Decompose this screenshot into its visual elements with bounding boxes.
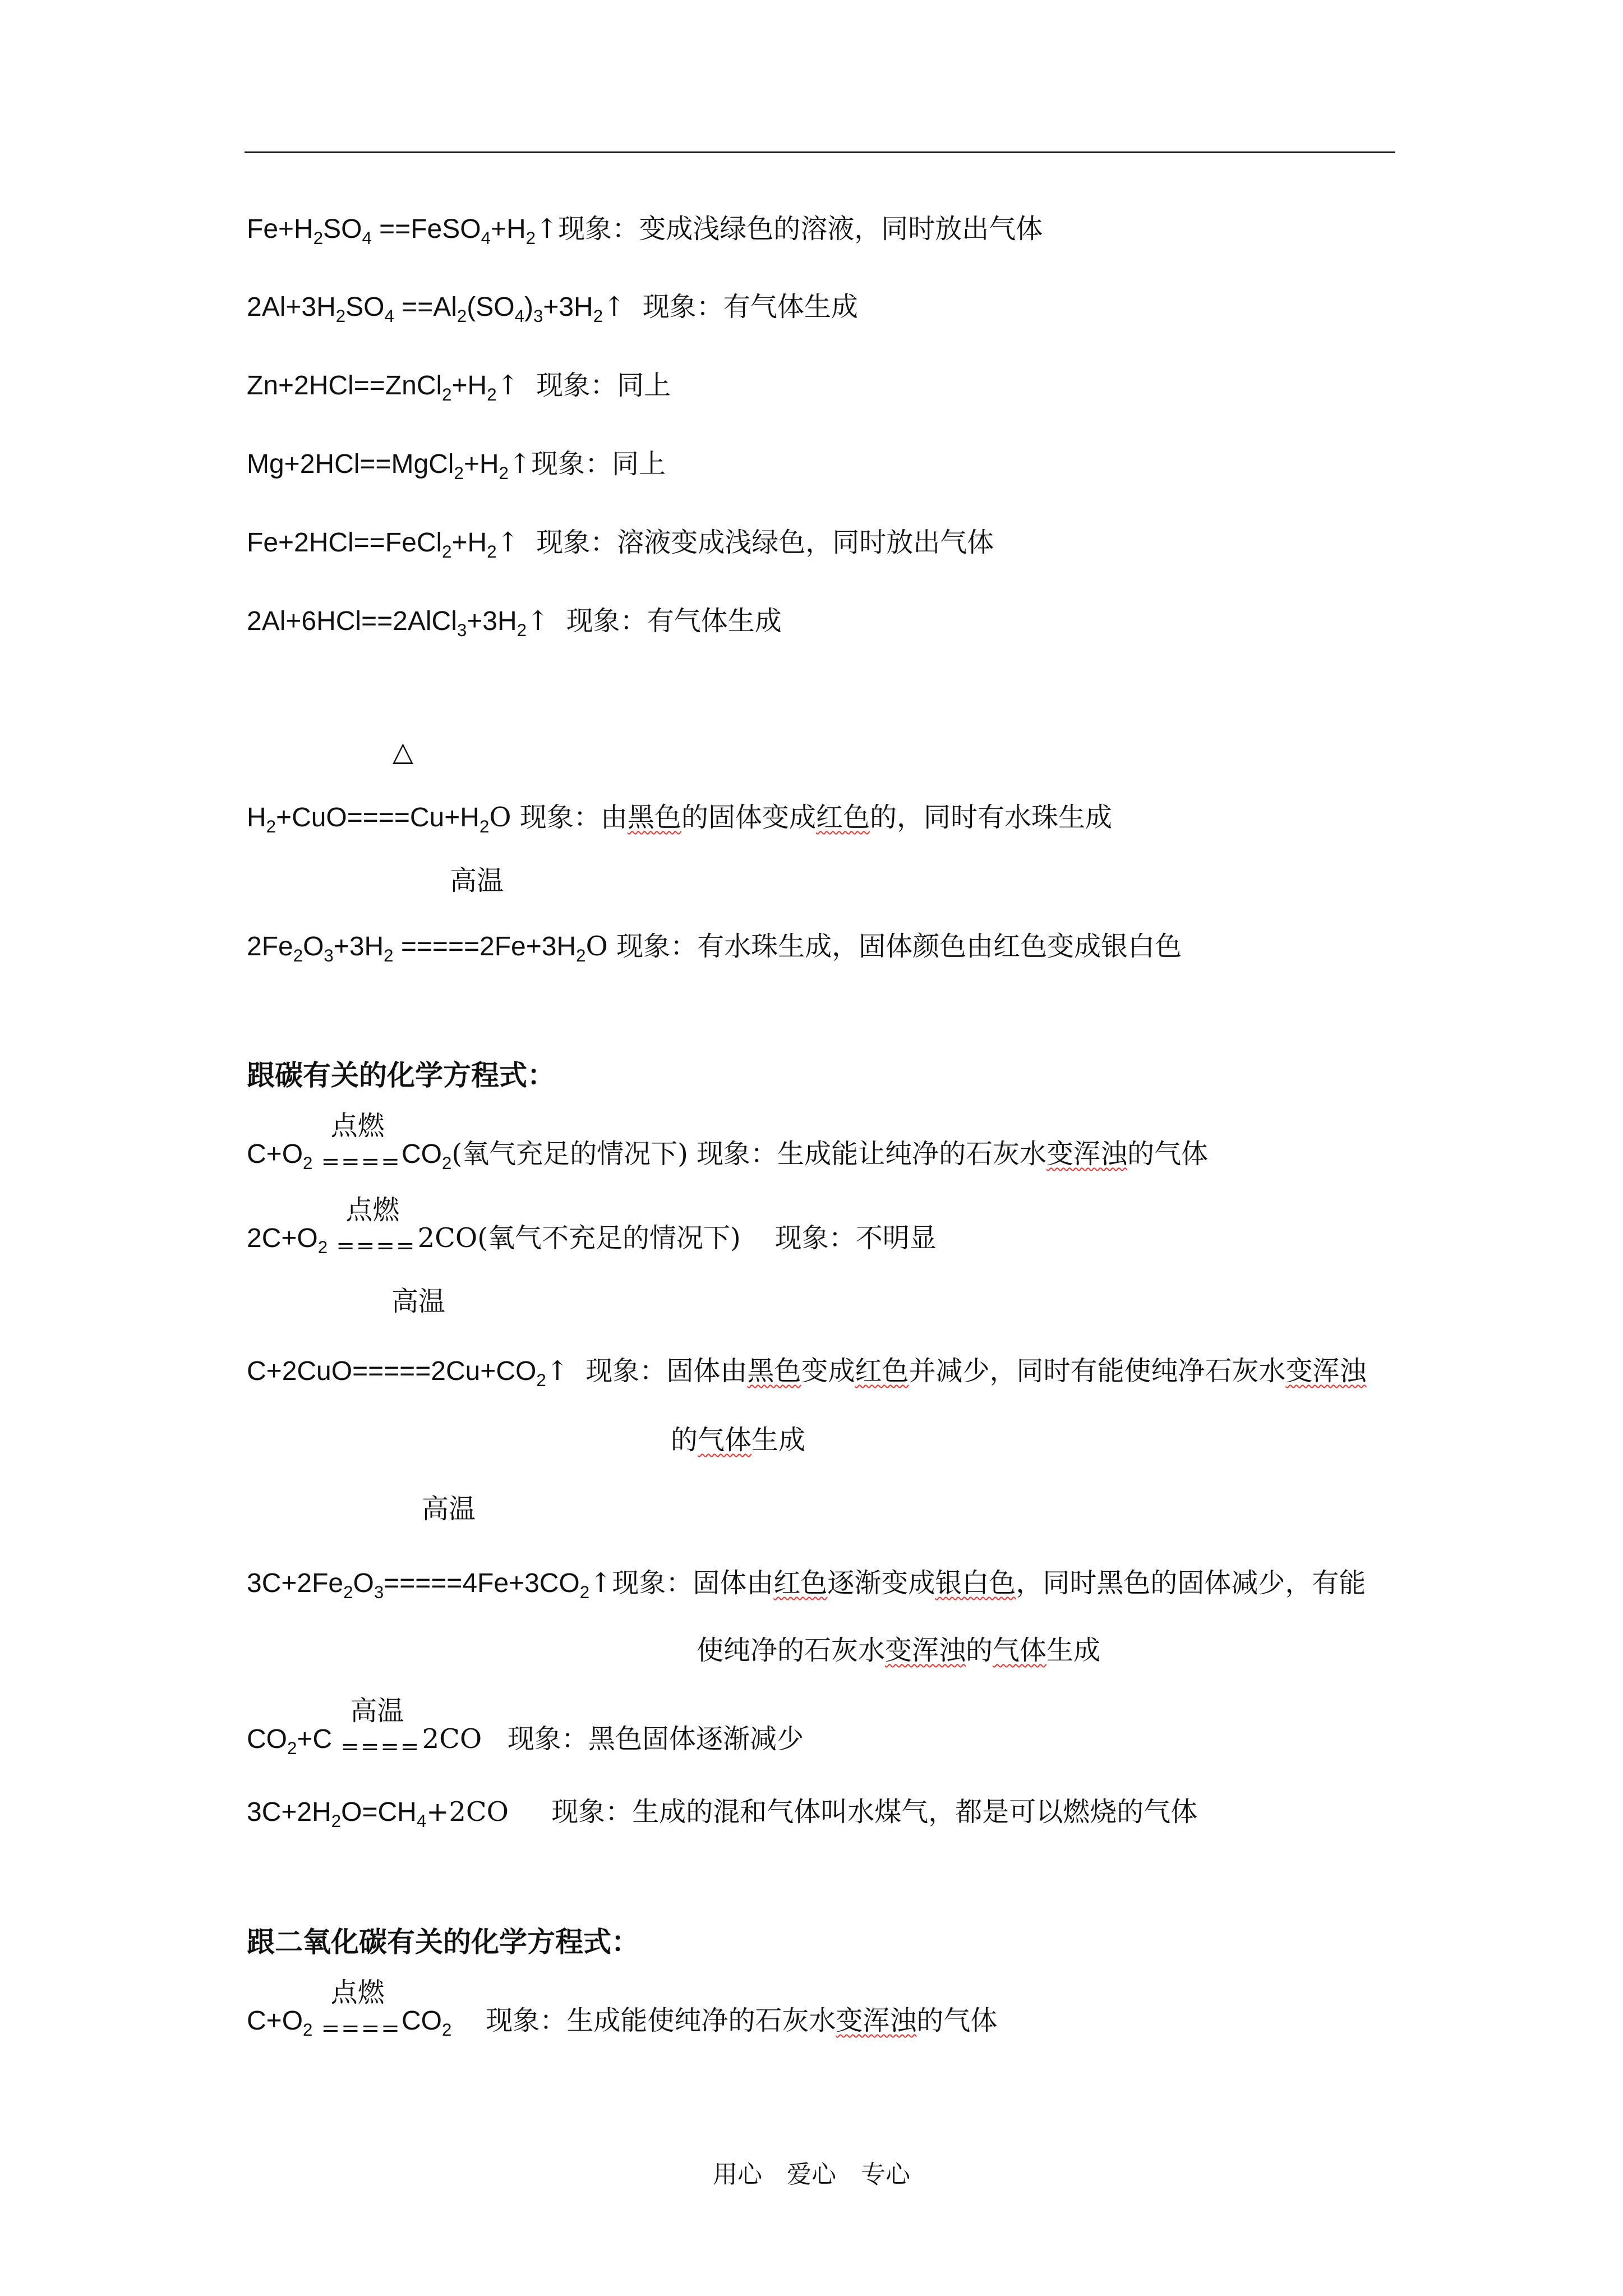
subscript: 2 <box>454 463 464 483</box>
subscript: 2 <box>293 945 303 965</box>
formula-text: 3C+2Fe <box>247 1568 344 1598</box>
subscript: 2 <box>536 1370 546 1390</box>
subscript: 2 <box>517 620 527 640</box>
formula-text: =====4Fe+3CO <box>384 1568 580 1598</box>
condition-ignite: 点燃 <box>330 1977 385 2008</box>
up-arrow-icon: ↑ <box>589 1567 612 1599</box>
observation-text: 生成 <box>751 1424 806 1456</box>
subscript: 2 <box>457 306 467 326</box>
observation-text: 变成 <box>801 1355 855 1387</box>
subscript: 2 <box>331 1811 342 1831</box>
condition-high-temp: 高温 <box>350 1695 404 1727</box>
observation-text: 的固体变成 <box>681 802 816 833</box>
equation-co2-c <box>247 1695 804 1760</box>
formula-text: Mg+2HCl==MgCl <box>247 449 454 479</box>
equation-c-fe2o3 <box>247 1565 1366 1604</box>
formula-text: C+O <box>247 1139 303 1169</box>
observation-text: O 现象：由 <box>489 802 628 833</box>
underlined-word: 红色 <box>855 1355 909 1387</box>
formula-text: O <box>303 932 324 961</box>
subscript: 2 <box>442 541 452 562</box>
equation-al-hcl <box>247 603 782 642</box>
formula-text: H <box>247 803 266 832</box>
subscript: 2 <box>317 1237 328 1257</box>
subscript: 4 <box>384 306 394 326</box>
formula-text: (SO <box>467 292 515 322</box>
formula-text: +H <box>463 449 499 479</box>
condition-ignite: 点燃 <box>330 1110 385 1142</box>
observation-text: +2CO 现象：生成的混和气体叫水煤气，都是可以燃烧的气体 <box>426 1796 1198 1828</box>
underlined-word: 红色 <box>773 1567 828 1599</box>
formula-text: ==Al <box>394 292 457 322</box>
observation-text: O 现象：有水珠生成，固体颜色由红色变成银白色 <box>585 931 1182 962</box>
equation-2c-o2 <box>247 1194 937 1259</box>
observation-text: 现象：溶液变成浅绿色，同时放出气体 <box>519 527 994 558</box>
subscript: 2 <box>525 228 536 248</box>
condition-high-temp: 高温 <box>450 865 504 896</box>
condition-high-temp: 高温 <box>391 1286 446 1317</box>
observation-text: 现象：有气体生成 <box>625 291 858 323</box>
formula-text: SO <box>323 214 362 244</box>
subscript: 2 <box>442 384 452 404</box>
observation-text: 现象：变成浅绿色的溶液，同时放出气体 <box>558 213 1043 245</box>
formula-text: Fe+2HCl==FeCl <box>247 528 442 558</box>
subscript: 3 <box>457 620 467 640</box>
formula-text: =====2Fe+3H <box>393 932 577 961</box>
page-footer: 用心 爱心 专心 <box>713 2160 910 2189</box>
subscript: 3 <box>324 945 334 965</box>
subscript: 2 <box>479 816 490 836</box>
section-title-carbon: 跟碳有关的化学方程式： <box>247 1059 555 1092</box>
subscript: 4 <box>416 1811 427 1831</box>
underlined-word: 银白色 <box>935 1567 1016 1599</box>
subscript: 2 <box>579 1582 590 1602</box>
subscript: 2 <box>442 1153 452 1173</box>
reaction-condition <box>321 1110 401 1175</box>
formula-text: CO <box>247 1724 287 1754</box>
condition-heat: △ <box>393 736 413 767</box>
observation-text: 并减少，同时有能使纯净石灰水 <box>909 1355 1286 1387</box>
observation-text: 使纯净的石灰水 <box>697 1635 886 1666</box>
subscript: 2 <box>442 2019 452 2040</box>
observation-text: 的气体 <box>1127 1138 1209 1170</box>
equation-al-h2so4 <box>247 289 858 328</box>
equation-c-o2 <box>247 1110 1209 1175</box>
subscript: 4 <box>514 306 524 326</box>
underlined-word: 变浑浊 <box>1046 1138 1128 1170</box>
subscript: 2 <box>335 306 346 326</box>
observation-text: 现象：同上 <box>531 448 666 480</box>
observation-text: 的 <box>671 1424 698 1456</box>
subscript: 2 <box>487 384 497 404</box>
equation-c-h2o <box>247 1794 1197 1833</box>
reaction-condition <box>340 1695 421 1760</box>
subscript: 3 <box>374 1582 384 1602</box>
subscript: 2 <box>343 1582 353 1602</box>
equation-c-cuo-continued <box>671 1422 805 1458</box>
formula-text: +3H <box>543 292 593 322</box>
subscript: 2 <box>303 2019 313 2040</box>
formula-text: +CuO====Cu+H <box>276 803 479 832</box>
observation-text: 的 <box>966 1635 993 1666</box>
formula-text: CO <box>394 2006 442 2036</box>
subscript: 2 <box>303 1153 313 1173</box>
up-arrow-icon: ↑ <box>508 448 532 480</box>
underlined-word: 变浑浊 <box>885 1635 966 1666</box>
header-rule <box>245 151 1395 153</box>
subscript: 2 <box>384 945 394 965</box>
formula-text: O <box>353 1568 374 1598</box>
underlined-word: 黑色 <box>627 802 681 833</box>
up-arrow-icon: ↑ <box>526 605 550 637</box>
underlined-word: 气体 <box>698 1424 752 1456</box>
formula-text: CO <box>394 1139 442 1169</box>
underlined-word: 变浑浊 <box>836 2005 917 2036</box>
formula-text: 2Fe <box>247 932 293 961</box>
up-arrow-icon: ↑ <box>603 291 626 323</box>
underlined-word: 黑色 <box>747 1355 801 1387</box>
subscript: 2 <box>266 816 276 836</box>
formula-text: +3H <box>467 606 517 636</box>
subscript: 4 <box>481 228 491 248</box>
reaction-condition <box>321 1977 401 2042</box>
equation-h2-cuo <box>247 799 1112 839</box>
observation-text: 现象：有气体生成 <box>549 605 782 637</box>
formula-text: C+2CuO=====2Cu+CO <box>247 1356 537 1386</box>
observation-text: (氧气充足的情况下) 现象：生成能让纯净的石灰水 <box>451 1138 1047 1170</box>
up-arrow-icon: ↑ <box>535 213 559 245</box>
subscript: 4 <box>362 228 372 248</box>
formula-text: Fe+H <box>247 214 313 244</box>
observation-text: 2CO(氧气不充足的情况下) 现象：不明显 <box>409 1222 937 1254</box>
formula-text: ) <box>524 292 533 322</box>
formula-text: +3H <box>333 932 384 961</box>
formula-text: Zn+2HCl==ZnCl <box>247 371 442 401</box>
formula-text: +H <box>451 371 487 401</box>
formula-text: O=CH <box>341 1797 417 1827</box>
observation-text: 逐渐变成 <box>827 1567 935 1599</box>
subscript: 2 <box>487 541 497 562</box>
formula-text: +C <box>297 1724 333 1754</box>
subscript: 2 <box>499 463 509 483</box>
formula-text: ==FeSO <box>371 214 481 244</box>
formula-text: C+O <box>247 2006 303 2036</box>
underlined-word: 变浑浊 <box>1285 1355 1367 1387</box>
observation-text: ，同时黑色的固体减少，有能 <box>1016 1567 1366 1599</box>
equation-c-o2-co2 <box>247 1977 998 2042</box>
equals-sign: ==== <box>340 1734 421 1760</box>
equation-fe2o3-h2 <box>247 928 1182 968</box>
subscript: 2 <box>593 306 603 326</box>
formula-text: 3C+2H <box>247 1797 331 1827</box>
equals-sign: ==== <box>321 2016 401 2041</box>
formula-text: +H <box>490 214 526 244</box>
reaction-condition <box>336 1194 416 1259</box>
observation-text: 的气体 <box>916 2005 998 2036</box>
up-arrow-icon: ↑ <box>546 1355 569 1387</box>
equation-fe-h2so4 <box>247 211 1043 250</box>
equation-zn-hcl <box>247 367 671 407</box>
equals-sign: ==== <box>336 1233 416 1259</box>
observation-text: 现象：同上 <box>519 370 671 401</box>
section-title-carbon-dioxide: 跟二氧化碳有关的化学方程式： <box>247 1925 639 1958</box>
formula-text: 2Al+3H <box>247 292 336 322</box>
condition-ignite: 点燃 <box>345 1194 400 1226</box>
formula-text: 2C+O <box>247 1223 318 1253</box>
observation-text: 现象：固体由 <box>568 1355 748 1387</box>
formula-text: +H <box>451 528 487 558</box>
equation-mg-hcl <box>247 446 666 485</box>
equation-c-fe2o3-continued <box>697 1632 1100 1668</box>
up-arrow-icon: ↑ <box>496 527 519 558</box>
formula-text: SO <box>345 292 385 322</box>
subscript: 2 <box>313 228 324 248</box>
condition-high-temp: 高温 <box>422 1493 476 1525</box>
formula-text: 2Al+6HCl==2AlCl <box>247 606 457 636</box>
observation-text: 的，同时有水珠生成 <box>869 802 1112 833</box>
equation-fe-hcl <box>247 524 994 564</box>
subscript: 3 <box>533 306 543 326</box>
subscript: 2 <box>287 1738 297 1758</box>
underlined-word: 红色 <box>815 802 870 833</box>
observation-text: 现象：生成能使纯净的石灰水 <box>451 2005 836 2036</box>
underlined-word: 气体 <box>993 1635 1047 1666</box>
observation-text: 2CO 现象：黑色固体逐渐减少 <box>413 1723 804 1755</box>
subscript: 2 <box>576 945 586 965</box>
equation-c-cuo <box>247 1353 1367 1392</box>
equals-sign: ==== <box>321 1149 401 1175</box>
observation-text: 生成 <box>1046 1635 1101 1666</box>
up-arrow-icon: ↑ <box>496 370 519 401</box>
observation-text: 现象：固体由 <box>612 1567 774 1599</box>
